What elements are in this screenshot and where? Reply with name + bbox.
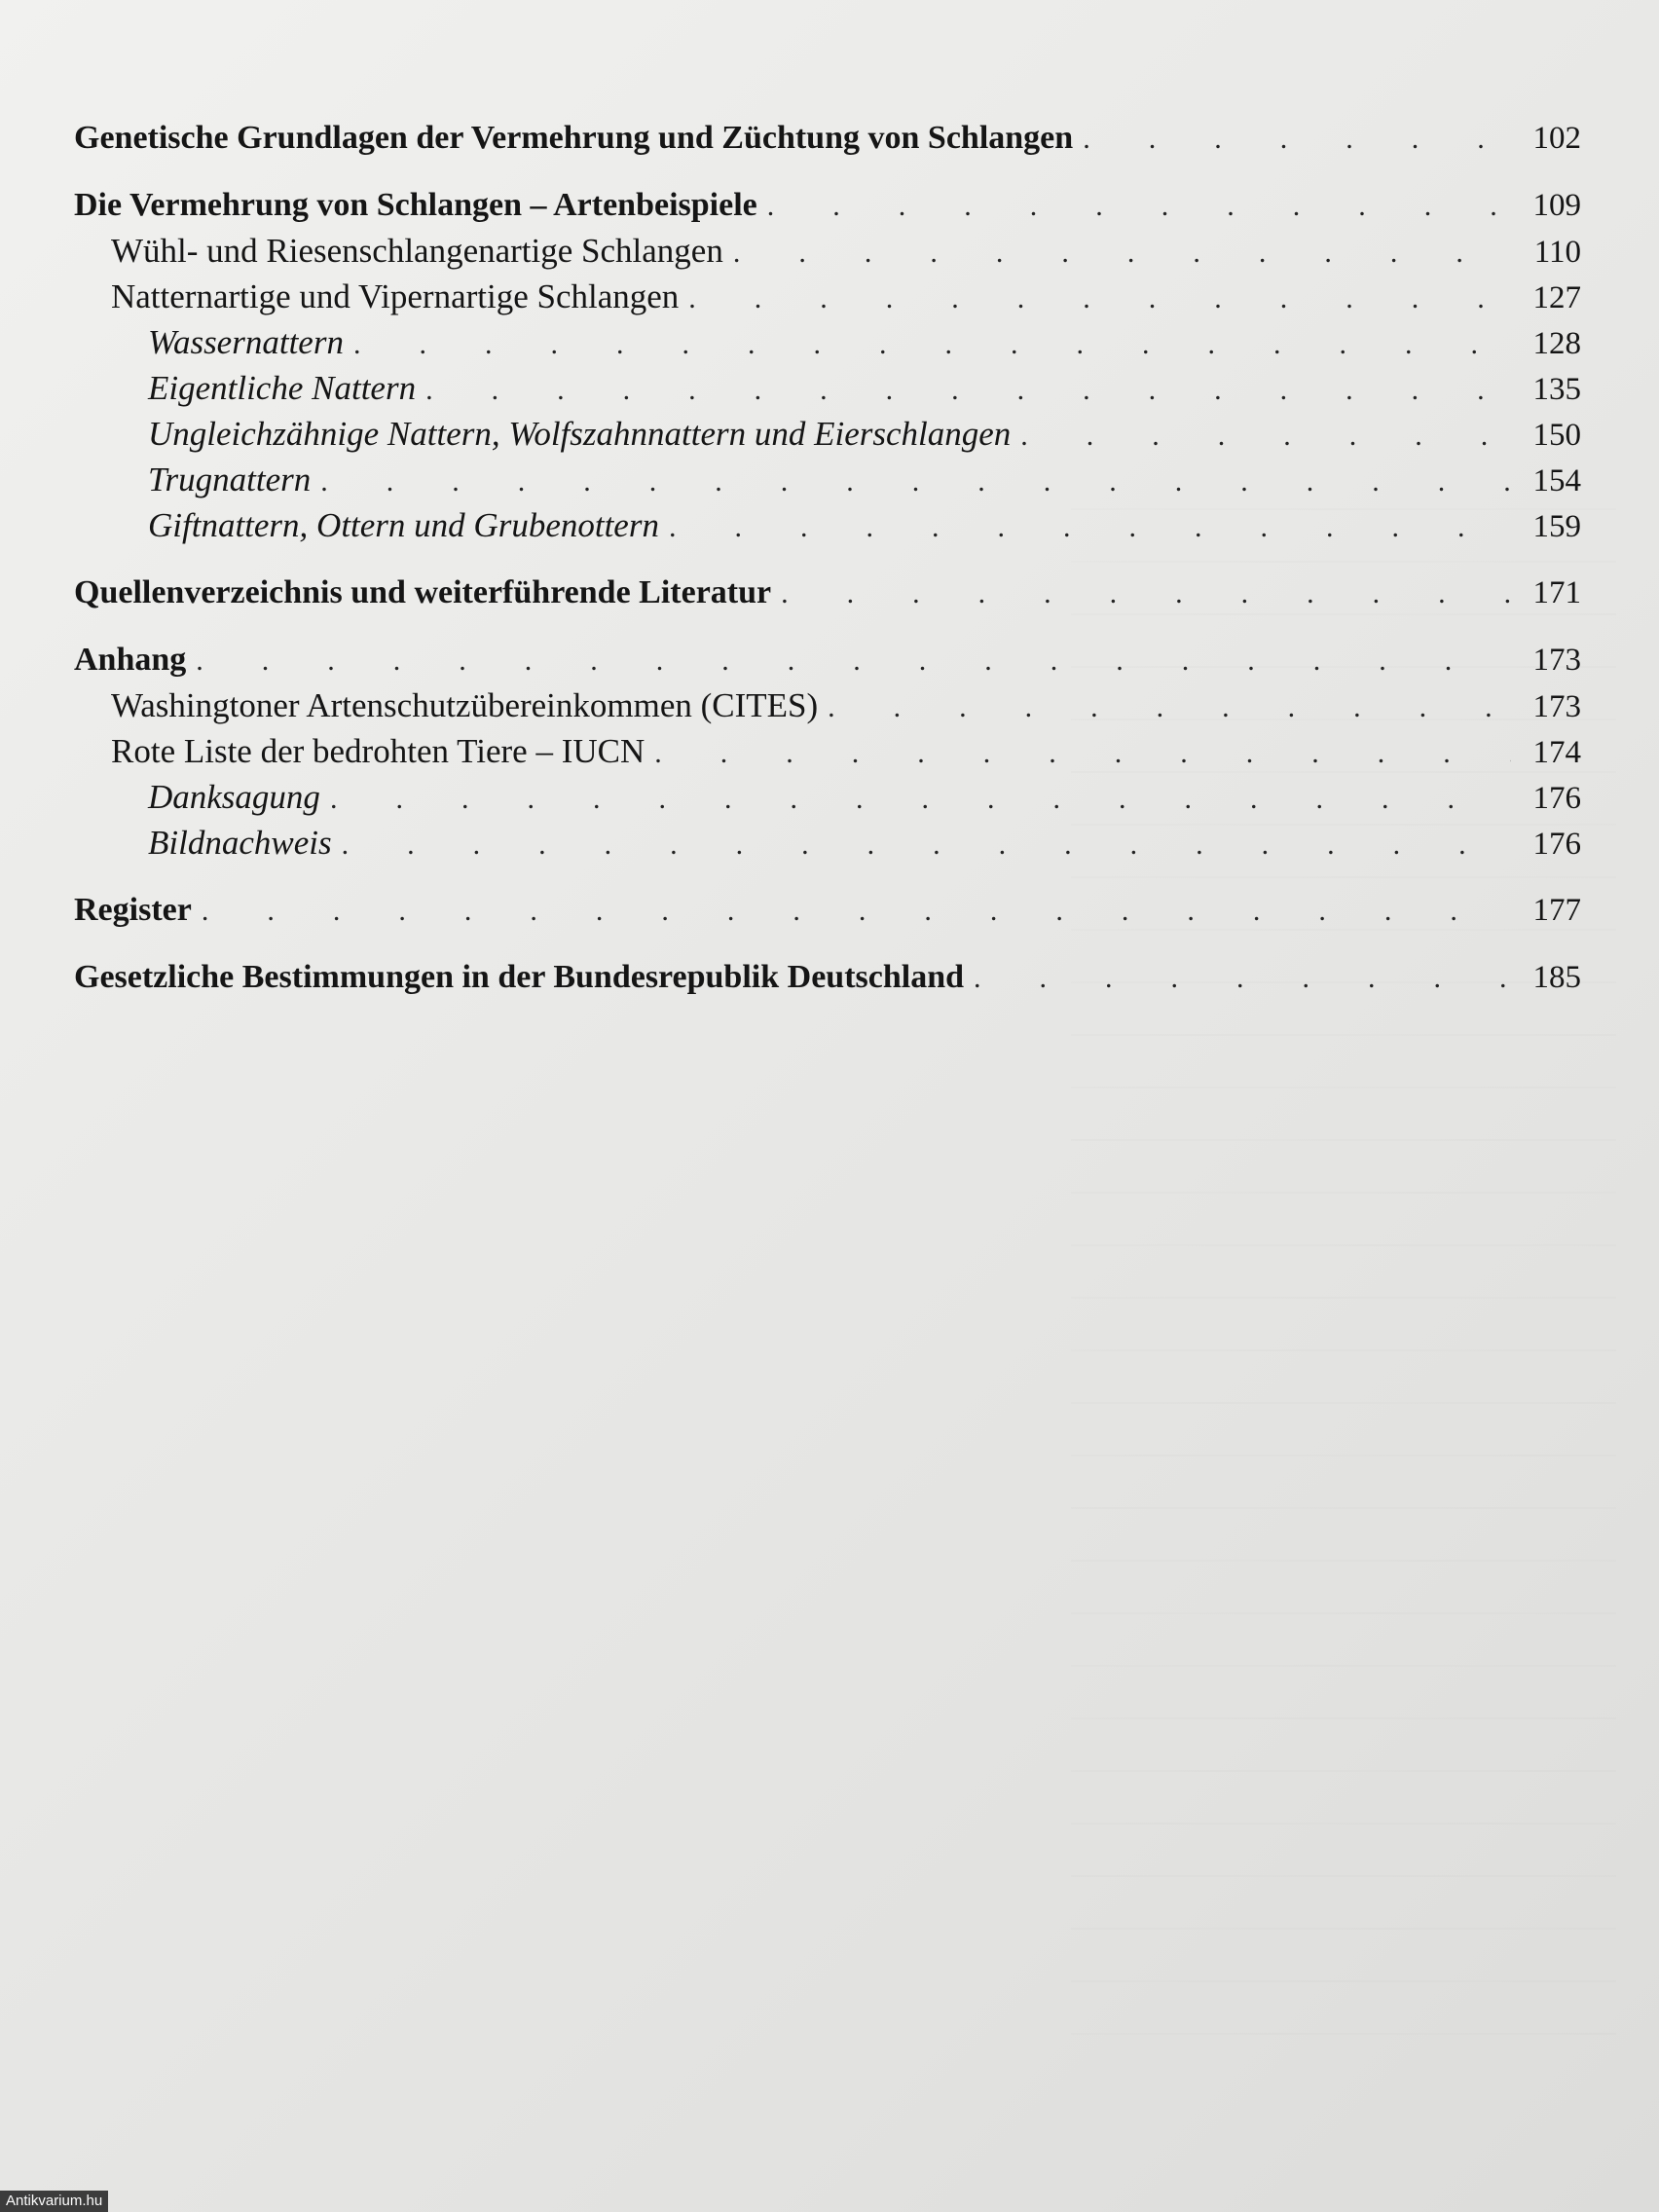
- table-of-contents: [74, 115, 1581, 1000]
- toc-entry-title: Wühl- und Riesenschlangenartige Schlangen: [111, 232, 723, 270]
- dot-leader: [669, 502, 1511, 550]
- toc-entry-page: 159: [1532, 509, 1581, 544]
- toc-entry-page: 171: [1532, 575, 1581, 610]
- toc-entry-anhang: [74, 637, 1581, 682]
- dot-leader: [425, 365, 1511, 413]
- toc-entry-eigentliche-nattern: [74, 365, 1581, 411]
- toc-entry-quellenverzeichnis: [74, 570, 1581, 615]
- dot-leader: [688, 274, 1511, 321]
- toc-entry-genetische-grundlagen: [74, 115, 1581, 161]
- toc-entry-title: Wassernattern: [148, 323, 344, 361]
- watermark: Antikvarium.hu: [0, 2191, 108, 2212]
- dot-leader: [733, 228, 1511, 276]
- toc-entry-page: 173: [1532, 689, 1581, 724]
- toc-entry-title: Rote Liste der bedrohten Tiere – IUCN: [111, 732, 645, 770]
- dot-leader: [1083, 115, 1511, 162]
- toc-entry-page: 150: [1532, 418, 1581, 453]
- toc-entry-title: Giftnattern, Ottern und Grubenottern: [148, 506, 659, 544]
- toc-entry-title: Bildnachweis: [148, 824, 332, 862]
- dot-leader: [196, 637, 1511, 683]
- toc-entry-vermehrung-artenbeispiele: [74, 182, 1581, 228]
- toc-entry-trugnattern: [74, 457, 1581, 502]
- dot-leader: [330, 774, 1511, 822]
- toc-entry-title: Anhang: [74, 642, 187, 678]
- dot-leader: [654, 728, 1511, 776]
- toc-entry-page: 176: [1532, 781, 1581, 816]
- toc-entry-page: 102: [1532, 121, 1581, 156]
- dot-leader: [353, 319, 1511, 367]
- dot-leader: [1020, 411, 1511, 459]
- toc-entry-giftnattern: [74, 502, 1581, 548]
- toc-entry-rote-liste: [74, 728, 1581, 774]
- toc-entry-page: 176: [1532, 827, 1581, 862]
- dot-leader: [828, 682, 1511, 730]
- toc-entry-page: 154: [1532, 463, 1581, 498]
- toc-entry-title: Genetische Grundlagen der Vermehrung und Züchtung von Schlangen: [74, 120, 1074, 156]
- dot-leader: [320, 457, 1511, 504]
- toc-entry-danksagung: [74, 774, 1581, 820]
- toc-entry-page: 173: [1532, 643, 1581, 678]
- toc-entry-gesetzliche-bestimmungen: [74, 954, 1581, 1000]
- toc-entry-title: Ungleichzähnige Nattern, Wolfszahnnattern und Eierschlangen: [148, 415, 1012, 453]
- toc-entry-title: Trugnattern: [148, 461, 312, 498]
- toc-entry-wassernattern: [74, 319, 1581, 365]
- toc-entry-register: [74, 887, 1581, 933]
- toc-entry-title: Register: [74, 892, 192, 928]
- dot-leader: [974, 954, 1511, 1001]
- dot-leader: [767, 182, 1511, 229]
- dot-leader: [781, 570, 1511, 616]
- toc-entry-title: Washingtoner Artenschutzübereinkommen (CITES): [111, 686, 819, 724]
- toc-entry-page: 185: [1532, 960, 1581, 995]
- dot-leader: [342, 820, 1511, 867]
- dot-leader: [202, 887, 1511, 934]
- toc-entry-title: Natternartige und Vipernartige Schlangen: [111, 277, 680, 315]
- toc-entry-cites: [74, 682, 1581, 728]
- toc-entry-title: Danksagung: [148, 778, 320, 816]
- toc-entry-title: Quellenverzeichnis und weiterführende Literatur: [74, 574, 772, 610]
- toc-entry-page: 109: [1532, 188, 1581, 223]
- toc-entry-page: 135: [1532, 372, 1581, 407]
- toc-entry-bildnachweis: [74, 820, 1581, 866]
- toc-entry-title: Gesetzliche Bestimmungen in der Bundesrepublik Deutschland: [74, 959, 965, 995]
- toc-entry-nattern-vipernartige: [74, 274, 1581, 319]
- toc-entry-page: 127: [1532, 280, 1581, 315]
- toc-entry-page: 110: [1533, 235, 1581, 270]
- toc-entry-page: 174: [1532, 735, 1581, 770]
- toc-entry-wuehl-riesenschlangen: [74, 228, 1581, 274]
- toc-entry-ungleichzaehnige-nattern: [74, 411, 1581, 457]
- toc-entry-page: 128: [1532, 326, 1581, 361]
- toc-entry-page: 177: [1532, 893, 1581, 928]
- toc-entry-title: Eigentliche Nattern: [148, 369, 417, 407]
- toc-entry-title: Die Vermehrung von Schlangen – Artenbeispiele: [74, 187, 757, 223]
